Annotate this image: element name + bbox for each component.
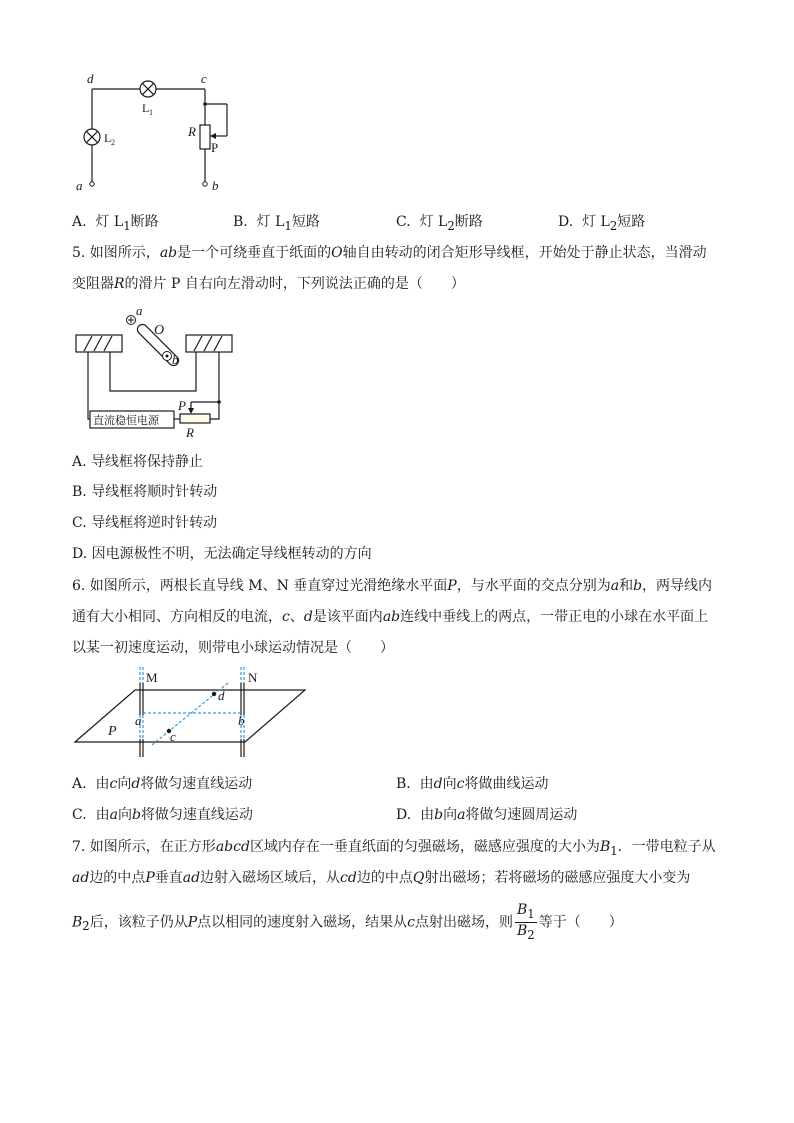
q4-option-b[interactable]: B. 灯 $L_1$短路 [233,214,320,233]
q7-stem-line3: $B_2$后，该粒子仍从P点以相同的速度射入磁场，结果从c点射出磁场，则 $\frac{B_1}{B_2}$ 等于（ ） [72,902,623,942]
fig6-label-m: M [146,670,158,685]
q7-stem-line2: ad边的中点P垂直ad边射入磁场区域后，从cd边的中点Q射出磁场；若将磁场的磁感应强度大小变为 [72,870,691,886]
label-p: P [211,140,219,155]
label-c: c [201,71,207,86]
q5-option-c[interactable]: C. 导线框将逆时针转动 [72,515,218,531]
q4-option-d[interactable]: D. 灯 $L_2$短路 [558,214,646,233]
fig5-label-r: R [186,425,194,440]
q7-stem-line1: 7. 如图所示，在正方形abcd区域内存在一垂直纸面的匀强磁场，磁感应强度的大小为$B_1$．一带电粒子从 [72,839,716,858]
fig5-label-p: P [178,398,186,413]
fig6-label-a: a [135,713,142,728]
label-d: d [87,71,94,86]
q6-stem-line1: 6. 如图所示，两根长直导线 M、N 垂直穿过光滑绝缘水平面P，与水平面的交点分别为a和b，两导线内 [72,578,713,594]
fig5-label-o: O [154,323,165,338]
fig6-label-c: c [170,729,176,744]
q5-option-a[interactable]: A. 导线框将保持静止 [72,454,204,470]
q4-option-a[interactable]: A. 灯 $L_1$断路 [72,214,159,233]
q6-option-d[interactable]: D. 由b向a将做匀速圆周运动 [396,807,578,823]
fig6-label-d: d [218,688,225,703]
figure-q5-coil-frame [70,300,240,445]
current-into-page-icon [127,316,136,325]
lamp-l1-icon [140,81,156,97]
fig6-label-n: N [248,670,258,685]
q6-stem-line3: 以某一初速度运动，则带电小球运动情况是（ ） [72,640,394,656]
q6-stem-line2: 通有大小相同、方向相反的电流，c、d是该平面内ab连线中垂线上的两点，一带正电的小球在水平面上 [72,609,709,625]
label-b: b [212,178,219,193]
power-source-label: 直流稳恒电源 [93,415,159,427]
fig6-label-b: b [238,713,245,728]
label-l2: L [104,131,112,145]
q6-option-c[interactable]: C. 由a向b将做匀速直线运动 [72,807,253,823]
q5-option-d[interactable]: D. 因电源极性不明，无法确定导线框转动的方向 [72,546,372,562]
label-l2-sub: 2 [111,138,115,147]
q6-option-a[interactable]: A. 由c向d将做匀速直线运动 [72,776,253,792]
circuit-figure-q4 [70,70,250,198]
fig5-label-b: b [172,352,179,367]
q4-option-c[interactable]: C. 灯 $L_2$断路 [396,214,483,233]
q6-option-b[interactable]: B. 由d向c将做曲线运动 [396,776,549,792]
figure-q6-wires-plane [70,665,315,770]
current-out-of-page-icon [163,352,172,361]
label-l1: L [142,101,150,115]
label-r: R [188,124,196,139]
label-l1-sub: 1 [149,108,153,117]
fig6-label-p: P [108,724,117,739]
q5-option-b[interactable]: B. 导线框将顺时针转动 [72,484,218,500]
fig5-label-a: a [136,303,143,318]
q5-stem-line2: 变阻器R的滑片 P 自右向左滑动时，下列说法正确的是（ ） [72,276,465,292]
lamp-l2-icon [84,129,100,145]
q5-stem-line1: 5. 如图所示，ab是一个可绕垂直于纸面的O轴自由转动的闭合矩形导线框，开始处于静止状态，当滑动 [72,245,707,261]
label-a: a [76,178,83,193]
fraction-b1-over-b2: $\frac{B_1}{B_2}$ [516,902,535,942]
